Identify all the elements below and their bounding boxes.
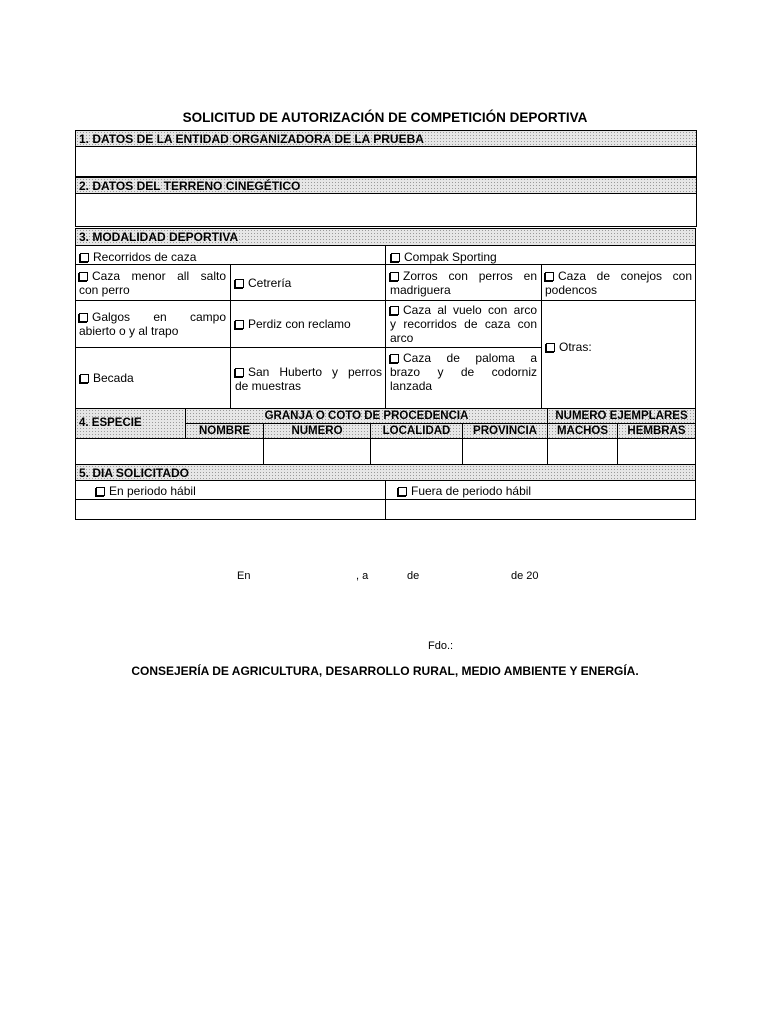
checkbox-icon[interactable] <box>96 487 105 496</box>
grid-line <box>541 264 542 409</box>
checkbox-icon[interactable] <box>390 272 399 281</box>
option-perdiz[interactable]: Perdiz con reclamo <box>235 317 383 331</box>
section-5-header: 5. DIA SOLICITADO <box>75 464 696 481</box>
grid-line <box>75 347 541 348</box>
checkbox-icon[interactable] <box>390 306 399 315</box>
option-compak[interactable]: Compak Sporting <box>391 250 691 264</box>
checkbox-icon[interactable] <box>235 279 244 288</box>
option-san-huberto[interactable]: San Huberto y perros de muestras <box>235 365 382 393</box>
checkbox-icon[interactable] <box>235 368 244 377</box>
especie-label: 4. ESPECIE <box>76 409 185 438</box>
option-otras[interactable]: Otras: <box>546 340 693 354</box>
especie-entry-row[interactable] <box>76 439 696 464</box>
section-2-field[interactable] <box>75 193 697 227</box>
option-becada[interactable]: Becada <box>80 371 227 385</box>
checkbox-icon[interactable] <box>545 272 554 281</box>
numero-ejemplares-header: NUMERO EJEMPLARES <box>548 409 695 423</box>
date-separator: , a <box>356 570 369 582</box>
granja-header: GRANJA O COTO DE PROCEDENCIA <box>186 409 547 423</box>
option-paloma[interactable]: Caza de paloma a brazo y de codorniz lanzada <box>390 351 537 393</box>
section-2-header: 2. DATOS DEL TERRENO CINEGÉTICO <box>75 177 697 194</box>
checkbox-icon[interactable] <box>398 487 407 496</box>
grid-line <box>185 423 696 424</box>
checkbox-icon[interactable] <box>235 320 244 329</box>
periodo-habil-field[interactable] <box>76 500 385 519</box>
option-conejos[interactable]: Caza de conejos con podencos <box>545 269 692 297</box>
col-machos: MACHOS <box>548 424 617 438</box>
section-3-header: 3. MODALIDAD DEPORTIVA <box>75 228 696 246</box>
checkbox-icon[interactable] <box>80 374 89 383</box>
year-label: de 20 <box>511 570 539 582</box>
col-numero: NUMERO <box>264 424 370 438</box>
consejeria-footer: CONSEJERÍA DE AGRICULTURA, DESARROLLO RURAL, MEDIO AMBIENTE Y ENERGÍA. <box>131 664 639 678</box>
option-recorridos[interactable]: Recorridos de caza <box>80 250 380 264</box>
signature-label: Fdo.: <box>428 640 454 652</box>
option-zorros[interactable]: Zorros con perros en madriguera <box>390 269 537 297</box>
checkbox-icon[interactable] <box>80 253 89 262</box>
section-1-header: 1. DATOS DE LA ENTIDAD ORGANIZADORA DE LA PRUEBA <box>75 130 697 147</box>
col-localidad: LOCALIDAD <box>371 424 462 438</box>
checkbox-icon[interactable] <box>390 354 399 363</box>
option-fuera-periodo[interactable]: Fuera de periodo hábil <box>398 484 678 498</box>
col-nombre: NOMBRE <box>186 424 263 438</box>
document-title: SOLICITUD DE AUTORIZACIÓN DE COMPETICIÓN DEPORTIVA <box>182 110 588 125</box>
option-caza-menor[interactable]: Caza menor all salto con perro <box>79 269 226 297</box>
option-galgos[interactable]: Galgos en campo abierto o y al trapo <box>79 310 226 338</box>
option-cetreria[interactable]: Cetrería <box>235 276 383 290</box>
option-periodo-habil[interactable]: En periodo hábil <box>96 484 376 498</box>
option-vuelo-arco[interactable]: Caza al vuelo con arco y recorridos de caza con arco <box>390 303 537 345</box>
col-hembras: HEMBRAS <box>618 424 695 438</box>
checkbox-icon[interactable] <box>391 253 400 262</box>
col-provincia: PROVINCIA <box>463 424 547 438</box>
section-1-field[interactable] <box>75 146 697 177</box>
checkbox-icon[interactable] <box>79 313 88 322</box>
grid-line <box>230 264 231 409</box>
place-label: En <box>237 570 251 582</box>
checkbox-icon[interactable] <box>79 272 88 281</box>
grid-line <box>385 245 386 409</box>
fuera-periodo-field[interactable] <box>386 500 695 519</box>
checkbox-icon[interactable] <box>546 343 555 352</box>
month-label: de <box>407 570 420 582</box>
